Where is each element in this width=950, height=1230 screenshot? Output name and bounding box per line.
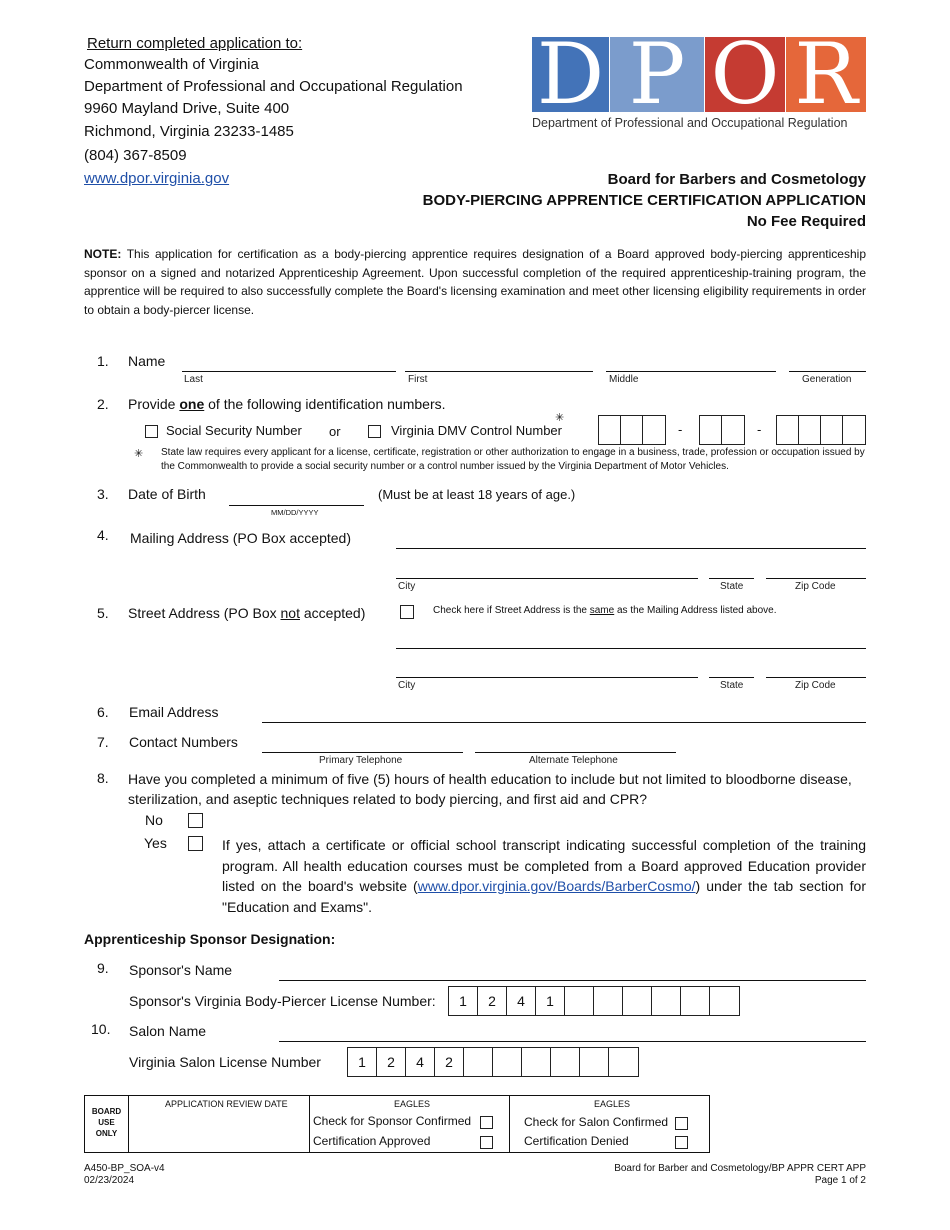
form-title: BODY-PIERCING APPRENTICE CERTIFICATION APPLICATION — [422, 192, 866, 209]
board-name: Board for Barbers and Cosmetology — [607, 171, 866, 188]
license-digit-box[interactable] — [594, 987, 623, 1015]
city-caption: City — [398, 680, 416, 691]
first-caption: First — [408, 374, 428, 385]
id-dash: - — [757, 422, 762, 437]
review-date-cell[interactable] — [129, 1096, 310, 1152]
sponsor-license-label: Sponsor's Virginia Body-Piercer License Number: — [129, 993, 436, 1009]
salon-digit-box[interactable] — [551, 1048, 580, 1076]
salon-digit-box[interactable]: 4 — [406, 1048, 435, 1076]
salon-eagles-cell — [509, 1096, 709, 1152]
page-number: Page 1 of 2 — [814, 1175, 866, 1186]
license-digit-box[interactable]: 1 — [449, 987, 478, 1015]
dmv-checkbox[interactable] — [368, 425, 381, 438]
footer-form-name: Board for Barber and Cosmetology/BP APPR CERT APP — [614, 1163, 866, 1174]
id-digit-box[interactable] — [722, 416, 744, 444]
q5-number: 5. — [97, 605, 109, 621]
street-address-field[interactable] — [396, 648, 866, 649]
q6-label: Email Address — [129, 704, 219, 720]
ssn-footnote: State law requires every applicant for a license, certificate, registration or other authorization to engage in a business, trade, profession or occupation issued by the Commonwealth to provide a social security number or a control number issued by the Virginia Department of Motor Vehicles. — [161, 447, 865, 472]
state-caption: State — [720, 581, 744, 592]
license-digit-box[interactable]: 2 — [478, 987, 507, 1015]
salon-digit-box[interactable]: 2 — [377, 1048, 406, 1076]
id-number-group-3[interactable] — [776, 415, 866, 445]
mailing-street-field[interactable] — [396, 548, 866, 549]
license-digit-box[interactable] — [623, 987, 652, 1015]
cert-approved-checkbox[interactable] — [480, 1136, 493, 1149]
alternate-phone-caption: Alternate Telephone — [529, 755, 618, 766]
eagles-label: EAGLES — [394, 1099, 431, 1109]
sponsor-heading: Apprenticeship Sponsor Designation: — [84, 931, 336, 947]
same-address-checkbox[interactable] — [400, 605, 414, 619]
q2-number: 2. — [97, 396, 109, 412]
asterisk-icon: ✳ — [555, 412, 565, 424]
fee-note: No Fee Required — [746, 213, 866, 230]
primary-phone-caption: Primary Telephone — [319, 755, 403, 766]
id-number-group-1[interactable] — [598, 415, 666, 445]
state-caption: State — [720, 680, 744, 691]
yes-instructions: If yes, attach a certificate or official school transcript indicating successful completion of the training program. All health education courses must be completed from a Board approved Education provider listed on the board's website (www.dpor.virginia.gov/Boards/BarberCosmo/) under the tab section for "Education and Exams". — [222, 837, 866, 915]
yes-checkbox[interactable] — [188, 836, 203, 851]
salon-name-field[interactable] — [279, 1041, 866, 1042]
license-digit-box[interactable] — [681, 987, 710, 1015]
form-id: A450-BP_SOA-v4 — [84, 1163, 165, 1174]
ssn-label: Social Security Number — [166, 423, 302, 438]
board-use-table — [84, 1095, 710, 1153]
website-link[interactable]: www.dpor.virginia.gov — [84, 170, 230, 187]
street-city-field[interactable] — [396, 677, 698, 678]
middle-name-field[interactable] — [606, 371, 776, 372]
generation-field[interactable] — [789, 371, 866, 372]
sponsor-confirmed-checkbox[interactable] — [480, 1116, 493, 1129]
note-label: NOTE: — [84, 247, 122, 261]
sponsor-eagles-cell — [309, 1096, 510, 1152]
dob-caption: MM/DD/YYYY — [271, 508, 319, 517]
q8-question: Have you completed a minimum of five (5) hours of health education to include but not limited to bloodborne disease, sterilization, and aseptic techniques related to body piercing, and first aid and CPR? — [128, 771, 852, 807]
q1-number: 1. — [97, 353, 109, 369]
salon-digit-box[interactable] — [493, 1048, 522, 1076]
eagles-label: EAGLES — [594, 1099, 631, 1109]
salon-name-label: Salon Name — [129, 1023, 207, 1039]
last-name-field[interactable] — [182, 371, 396, 372]
id-digit-box[interactable] — [777, 416, 799, 444]
id-digit-box[interactable] — [843, 416, 865, 444]
note-paragraph — [84, 245, 866, 319]
license-digit-box[interactable] — [710, 987, 739, 1015]
license-digit-box[interactable]: 1 — [536, 987, 565, 1015]
salon-confirmed-label: Check for Salon Confirmed — [524, 1115, 669, 1129]
cert-denied-checkbox[interactable] — [675, 1136, 688, 1149]
license-digit-box[interactable] — [652, 987, 681, 1015]
city-caption: City — [398, 581, 416, 592]
same-address-label: Check here if Street Address is the same as the Mailing Address listed above. — [433, 605, 777, 616]
q9-number: 9. — [97, 960, 109, 976]
footer-left — [84, 1163, 165, 1187]
street-zip-field[interactable] — [766, 677, 866, 678]
license-digit-box[interactable]: 4 — [507, 987, 536, 1015]
salon-digit-box[interactable]: 1 — [348, 1048, 377, 1076]
address-line: 9960 Mayland Drive, Suite 400 — [84, 100, 290, 117]
id-number-group-2[interactable] — [699, 415, 745, 445]
or-text: or — [329, 424, 341, 439]
id-digit-box[interactable] — [621, 416, 643, 444]
salon-license-boxes[interactable] — [347, 1047, 639, 1077]
q3-label: Date of Birth — [128, 486, 206, 502]
id-dash: - — [678, 422, 683, 437]
cert-denied-label: Certification Denied — [524, 1134, 629, 1148]
street-state-field[interactable] — [709, 677, 754, 678]
note-text: This application for certification as a body-piercing apprentice requires designation of a Board approved body-piercing apprenticeship sponsor on a signed and notarized Apprenticeship Agreement. Upon successful completion of the required apprenticeship-training program, the apprentice will be required to also successfully complete the Board's licensing examination and meet other licensing eligibility requirements in order to obtain a body-piercer license. — [84, 247, 866, 317]
q7-number: 7. — [97, 734, 109, 750]
zip-caption: Zip Code — [795, 680, 836, 691]
zip-caption: Zip Code — [795, 581, 836, 592]
mailing-city-field[interactable] — [396, 578, 698, 579]
logo-letter-r: R — [786, 37, 866, 112]
no-label: No — [145, 812, 163, 828]
middle-caption: Middle — [609, 374, 639, 385]
last-caption: Last — [184, 374, 203, 385]
address-line: Commonwealth of Virginia — [84, 56, 259, 73]
footer-right — [614, 1163, 866, 1187]
footnote-asterisk-icon: ✳ — [134, 448, 144, 460]
education-link[interactable]: www.dpor.virginia.gov/Boards/BarberCosmo/ — [417, 878, 696, 894]
logo-letter-d: D — [532, 37, 609, 112]
sponsor-name-label: Sponsor's Name — [129, 962, 233, 978]
address-line: Department of Professional and Occupational Regulation — [84, 78, 463, 95]
salon-digit-box[interactable] — [464, 1048, 493, 1076]
board-use-label: BOARD USE ONLY — [85, 1096, 129, 1152]
logo-letter-o: O — [705, 37, 785, 112]
q8-number: 8. — [97, 770, 109, 786]
mailing-zip-field[interactable] — [766, 578, 866, 579]
salon-digit-box[interactable] — [580, 1048, 609, 1076]
q5-label: Street Address (PO Box not accepted) — [128, 605, 366, 621]
generation-caption: Generation — [802, 374, 852, 385]
q4-label: Mailing Address (PO Box accepted) — [130, 530, 351, 546]
salon-license-label: Virginia Salon License Number — [129, 1054, 321, 1070]
first-name-field[interactable] — [405, 371, 593, 372]
logo-caption: Department of Professional and Occupational Regulation — [532, 116, 848, 130]
review-date-label: APPLICATION REVIEW DATE — [165, 1099, 288, 1109]
logo-letter-p: P — [610, 37, 704, 112]
license-digit-box[interactable] — [565, 987, 594, 1015]
salon-digit-box[interactable] — [522, 1048, 551, 1076]
q7-label: Contact Numbers — [129, 734, 238, 750]
yes-label: Yes — [144, 835, 167, 851]
alternate-phone-field[interactable] — [475, 752, 676, 753]
salon-digit-box[interactable] — [609, 1048, 638, 1076]
id-digit-box[interactable] — [599, 416, 621, 444]
mailing-state-field[interactable] — [709, 578, 754, 579]
dob-field[interactable] — [229, 505, 364, 506]
form-date: 02/23/2024 — [84, 1175, 135, 1186]
q4-number: 4. — [97, 527, 109, 543]
dmv-label: Virginia DMV Control Number — [391, 423, 562, 438]
address-line: Richmond, Virginia 23233-1485 — [84, 123, 294, 140]
id-digit-box[interactable] — [643, 416, 665, 444]
id-digit-box[interactable] — [799, 416, 821, 444]
primary-phone-field[interactable] — [262, 752, 463, 753]
q3-number: 3. — [97, 486, 109, 502]
id-digit-box[interactable] — [821, 416, 843, 444]
return-label: Return completed application to: — [87, 35, 303, 52]
email-field[interactable] — [262, 722, 866, 723]
id-digit-box[interactable] — [700, 416, 722, 444]
ssn-checkbox[interactable] — [145, 425, 158, 438]
q6-number: 6. — [97, 704, 109, 720]
phone-number: (804) 367-8509 — [84, 147, 187, 164]
no-checkbox[interactable] — [188, 813, 203, 828]
salon-digit-box[interactable]: 2 — [435, 1048, 464, 1076]
sponsor-name-field[interactable] — [279, 980, 866, 981]
sponsor-license-boxes[interactable] — [448, 986, 740, 1016]
q2-label: Provide one of the following identification numbers. — [128, 396, 446, 412]
form-title-block — [423, 169, 866, 232]
cert-approved-label: Certification Approved — [313, 1134, 431, 1148]
q1-label: Name — [128, 353, 166, 369]
q10-number: 10. — [91, 1021, 111, 1037]
salon-confirmed-checkbox[interactable] — [675, 1117, 688, 1130]
sponsor-confirmed-label: Check for Sponsor Confirmed — [313, 1114, 472, 1128]
age-note: (Must be at least 18 years of age.) — [378, 487, 576, 502]
